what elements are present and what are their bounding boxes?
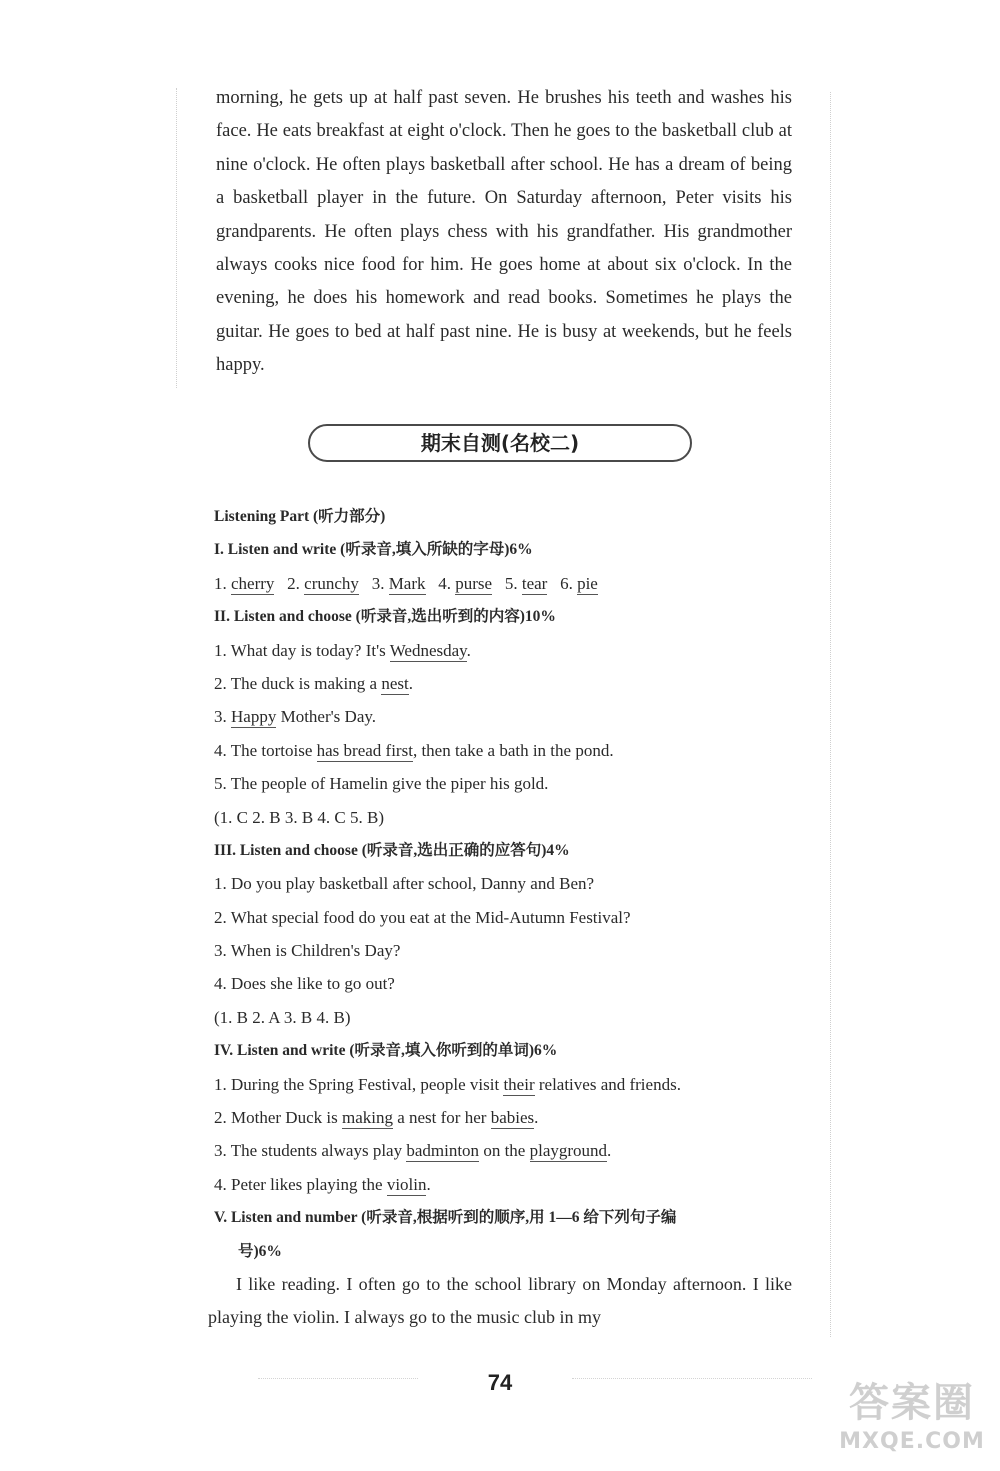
line-text: . [426, 1174, 431, 1194]
section-3-answers: (1. B 2. A 3. B 4. B) [214, 1007, 351, 1027]
section-3-line: 4. Does she like to go out? [214, 974, 395, 994]
watermark-logo [832, 1378, 992, 1466]
answer-word: Mark [388, 573, 426, 593]
item-num: 2. [287, 573, 300, 593]
line-text: on the [479, 1141, 530, 1161]
answer-word: purse [455, 573, 493, 593]
section-3-line: 3. When is Children's Day? [214, 941, 401, 961]
underlined-text: Happy [231, 707, 277, 727]
item-num: 3. [214, 707, 227, 727]
answer-word: cherry [231, 573, 275, 593]
item-num: 4. [214, 1174, 227, 1194]
item-num: 3. [214, 1141, 227, 1161]
right-margin-rule [830, 92, 831, 1337]
section-4-line [214, 1068, 792, 1101]
underlined-text: Wednesday [389, 640, 467, 660]
section-1-heading: I. Listen and write (听录音,填入所缺的字母)6% [214, 541, 533, 559]
answer-word: pie [577, 573, 598, 593]
line-text: The students always play [230, 1141, 407, 1161]
listening-content [208, 500, 792, 1335]
item-num: 1. [214, 1074, 227, 1094]
line-text: The people of Hamelin give the piper his gold. [230, 774, 549, 794]
line-text: relatives and friends. [534, 1074, 681, 1094]
section-5-heading-continued: 号)6% [238, 1242, 282, 1260]
line-text: During the Spring Festival, people visit [231, 1074, 504, 1094]
item-num: 5. [504, 573, 518, 593]
line-text: . [408, 673, 413, 693]
section-5-paragraph: I like reading. I often go to the school library on Monday afternoon. I like playing the violin. I always go to the music club in my [208, 1273, 792, 1328]
item-num: 4. [438, 573, 452, 593]
underlined-text: badminton [406, 1141, 480, 1161]
section-banner-title: 期末自测(名校二) [308, 424, 692, 462]
section-2-line [214, 700, 792, 733]
item-num: 2. [214, 673, 227, 693]
line-text: The tortoise [230, 740, 317, 760]
underlined-text: nest [381, 673, 409, 693]
line-text: The duck is making a [230, 673, 382, 693]
section-2-line [214, 667, 792, 700]
section-2-answers: (1. C 2. B 3. B 4. C 5. B) [214, 807, 385, 827]
item-num: 5. [214, 774, 227, 794]
line-text: Mother Duck is [231, 1108, 342, 1128]
underlined-text: has bread first [316, 740, 413, 760]
line-text: a nest for her [392, 1108, 491, 1128]
watermark-url: MXQE.COM [839, 1429, 985, 1454]
item-num: 2. [214, 1108, 227, 1128]
section-2-line [214, 734, 792, 767]
underlined-text: babies [490, 1108, 535, 1128]
watermark-title: 答案圈 [849, 1380, 975, 1426]
section-4-heading: IV. Listen and write (听录音,填入你听到的单词)6% [214, 1042, 558, 1060]
line-text: What day is today? It's [230, 640, 390, 660]
section-3-heading: III. Listen and choose (听录音,选出正确的应答句)4% [214, 841, 570, 859]
line-text: . [466, 640, 471, 660]
item-num: 6. [560, 573, 573, 593]
left-margin-rule [176, 88, 177, 388]
item-num: 4. [214, 740, 227, 760]
underlined-text: playground [529, 1141, 608, 1161]
part-title: Listening Part (听力部分) [214, 508, 386, 525]
section-3-line: 2. What special food do you eat at the Mid-Autumn Festival? [214, 907, 631, 927]
section-2-heading: II. Listen and choose (听录音,选出听到的内容)10% [214, 608, 556, 626]
line-text: . [607, 1141, 612, 1161]
section-5-heading: V. Listen and number (听录音,根据听到的顺序,用 1—6 给下列句子编 [214, 1209, 677, 1227]
section-3-line: 1. Do you play basketball after school, Danny and Ben? [214, 874, 595, 894]
page-number: 74 [487, 1370, 513, 1395]
line-text: Mother's Day. [276, 707, 377, 727]
section-4-line [214, 1168, 792, 1201]
top-paragraph: morning, he gets up at half past seven. He brushes his teeth and washes his face. He eats breakfast at eight o'clock. Then he goes to the basketball club at nine o'clock. He often plays basketball after school. He has a dream of being a basketball player in the future. On Saturday afternoon, Peter visits his grandparents. He often plays chess with his grandfather. His grandmother always cooks nice food for him. He goes home at about six o'clock. In the evening, he does his homework and read books. Sometimes he plays the guitar. He goes to bed at half past nine. He is busy at weekends, but he feels happy. [216, 88, 792, 376]
section-2-line [214, 634, 792, 667]
line-text: . [534, 1108, 539, 1128]
section-2-line [214, 767, 792, 800]
line-text: Peter likes playing the [231, 1174, 387, 1194]
underlined-text: their [503, 1074, 535, 1094]
line-text: , then take a bath in the pond. [412, 740, 614, 760]
underlined-text: violin [386, 1174, 427, 1194]
item-num: 1. [214, 640, 227, 660]
item-num: 1. [214, 573, 227, 593]
underlined-text: making [341, 1108, 393, 1128]
item-num: 3. [371, 573, 385, 593]
section-4-line [214, 1101, 792, 1134]
section-4-line [214, 1134, 792, 1167]
section-1-answers [214, 567, 792, 600]
answer-word: tear [521, 573, 548, 593]
answer-word: crunchy [304, 573, 359, 593]
